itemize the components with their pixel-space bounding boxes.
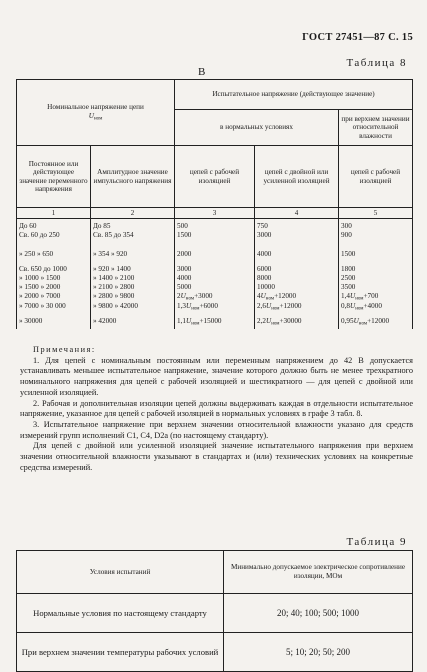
table-8-value: 4000 <box>177 273 192 282</box>
table-8-value: Св. 650 до 1000 <box>19 264 67 273</box>
table-8-value: » 1400 » 2100 <box>93 273 135 282</box>
column-humidity <box>339 219 413 329</box>
table-8-value: » 2000 » 7000 <box>19 292 61 301</box>
table-8-value: 3500 <box>341 283 356 292</box>
table-8-value: $2,6U_{ном}+12000$ <box>257 301 302 311</box>
table-8-value: 1500 <box>177 231 192 240</box>
resistance-cell: 20; 40; 100; 500; 1000 <box>224 594 413 633</box>
table-8-value: » 7000 » 30 000 <box>19 301 66 310</box>
table-8-value: $0,95U_{ном}+12000$ <box>341 316 390 326</box>
note-item: 3. Испытательное напряжение при верхнем значении относительной влажности указано для средств измерений групп исполнений С1, С4, D2а (по настоящему стандарту). <box>20 419 413 440</box>
header-normal-conditions: в нормальных условиях <box>175 110 339 146</box>
notes-title: Примечания: <box>33 345 96 354</box>
table-8-value: 10000 <box>257 283 275 292</box>
table-8-value: » 30000 <box>19 316 43 325</box>
table-8-value: » 2100 » 2800 <box>93 283 135 292</box>
page-header: ГОСТ 27451—87 С. 15 <box>302 32 413 43</box>
table-8-value: » 2800 » 9800 <box>93 292 135 301</box>
column-dc-voltage <box>17 219 91 329</box>
table-8-value: $4U_{ном}+12000$ <box>257 292 297 302</box>
table-8-value: $1,4U_{ном}+700$ <box>341 292 379 302</box>
table-8-value: » 42000 <box>93 316 117 325</box>
table-8-value: $2,2U_{ном}+30000$ <box>257 316 302 326</box>
table-8-value: 300 <box>341 222 352 230</box>
table-8-value: » 354 » 920 <box>93 249 128 258</box>
table-8-value: 900 <box>341 231 352 240</box>
table-8-value: » 920 » 1400 <box>93 264 131 273</box>
header-amplitude: Амплитудное значение импульсного напряжения <box>91 146 175 208</box>
header-conditions: Условия испытаний <box>17 551 224 594</box>
note-trailing: Для цепей с двойной или усиленной изоляцией значение испытательного напряжения при верхнем значении относительной влажности указывают в стандартах и (или) технических условиях на конкретные средства измерений. <box>20 441 413 472</box>
table-8-value: » 1500 » 2000 <box>19 283 61 292</box>
table-8-value: » 9800 » 42000 <box>93 301 138 310</box>
header-dc-voltage: Постоянное или действующее значение переменного напряжения <box>17 146 91 208</box>
table-8-value: Св. 85 до 354 <box>93 231 134 240</box>
header-resistance: Минимально допускаемое электрическое сопротивление изоляции, МОм <box>224 551 413 594</box>
table-9 <box>16 550 413 672</box>
table-9-title: Таблица 9 <box>346 536 407 548</box>
col-number: 1 <box>17 208 91 219</box>
note-item: 2. Рабочая и дополнительная изоляции цепей должны выдерживать каждая в отдельности испытательное напряжение, указанное для цепей с рабочей изоляцией в нормальных условиях в графе 3 табл. 8. <box>20 398 413 419</box>
table-8-value: До 60 <box>19 222 37 230</box>
table-8-value: 750 <box>257 222 268 230</box>
header-test-voltage: Испытательное напряжение (действующее значение) <box>175 80 413 110</box>
table-8-value: 2000 <box>177 249 192 258</box>
table-8-value: 5000 <box>177 283 192 292</box>
table-8-value <box>93 240 172 249</box>
table-8-letter: B <box>198 66 206 78</box>
col-number: 5 <box>339 208 413 219</box>
table-8-value: 4000 <box>257 249 272 258</box>
table-8-value <box>257 240 336 249</box>
col-number: 2 <box>91 208 175 219</box>
header-voltage: Номинальное напряжение цепи $U_{ном}$ <box>17 80 175 146</box>
condition-cell: При верхнем значении температуры рабочих условий <box>17 633 224 672</box>
table-8-value: До 85 <box>93 222 111 230</box>
table-8-value: 500 <box>177 222 188 230</box>
column-double <box>255 219 339 329</box>
table-8-value: 6000 <box>257 264 272 273</box>
table-8-value: » 1000 » 1500 <box>19 273 61 282</box>
table-8-value: 1800 <box>341 264 356 273</box>
table-8-value: $0,8U_{ном}+4000$ <box>341 301 382 311</box>
condition-cell: Нормальные условия по настоящему стандарту <box>17 594 224 633</box>
column-amplitude <box>91 219 175 329</box>
table-8-value: $1,3U_{ном}+6000$ <box>177 301 218 311</box>
col-number: 3 <box>175 208 255 219</box>
table-8-value: » 250 » 650 <box>19 249 54 258</box>
header-humidity-basic: цепей с рабочей изоляцией <box>339 146 413 208</box>
table-8-value <box>177 240 252 249</box>
notes <box>20 345 413 473</box>
table-8 <box>16 79 413 329</box>
resistance-cell: 5; 10; 20; 50; 200 <box>224 633 413 672</box>
table-8-value: 2500 <box>341 273 356 282</box>
table-8-title: Таблица 8 <box>346 57 407 69</box>
header-double-insulation: цепей с двойной или усиленной изоляцией <box>255 146 339 208</box>
table-8-value: 3000 <box>257 231 272 240</box>
table-8-value: Св. 60 до 250 <box>19 231 60 240</box>
table-8-value: $2U_{ном}+3000$ <box>177 292 213 302</box>
col-number: 4 <box>255 208 339 219</box>
table-8-value: $1,1U_{ном}+15000$ <box>177 316 222 326</box>
header-humidity: при верхнем значении относительной влажности <box>339 110 413 146</box>
note-item: 1. Для цепей с номинальным постоянным или переменным напряжением до 42 В допускается устанавливать меньшее испытательное напряжение, значение которого должно быть не менее трехкратного номинального напряжения для цепей с рабочей изоляцией и шестикратного — для цепей с двойной или усиленной изоляцией. <box>20 355 413 397</box>
header-basic-insulation: цепей с рабочей изоляцией <box>175 146 255 208</box>
table-8-value: 1500 <box>341 249 356 258</box>
column-basic <box>175 219 255 329</box>
table-8-value: 3000 <box>177 264 192 273</box>
table-8-value <box>341 240 410 249</box>
table-8-value: 8000 <box>257 273 272 282</box>
table-8-value <box>19 240 88 249</box>
